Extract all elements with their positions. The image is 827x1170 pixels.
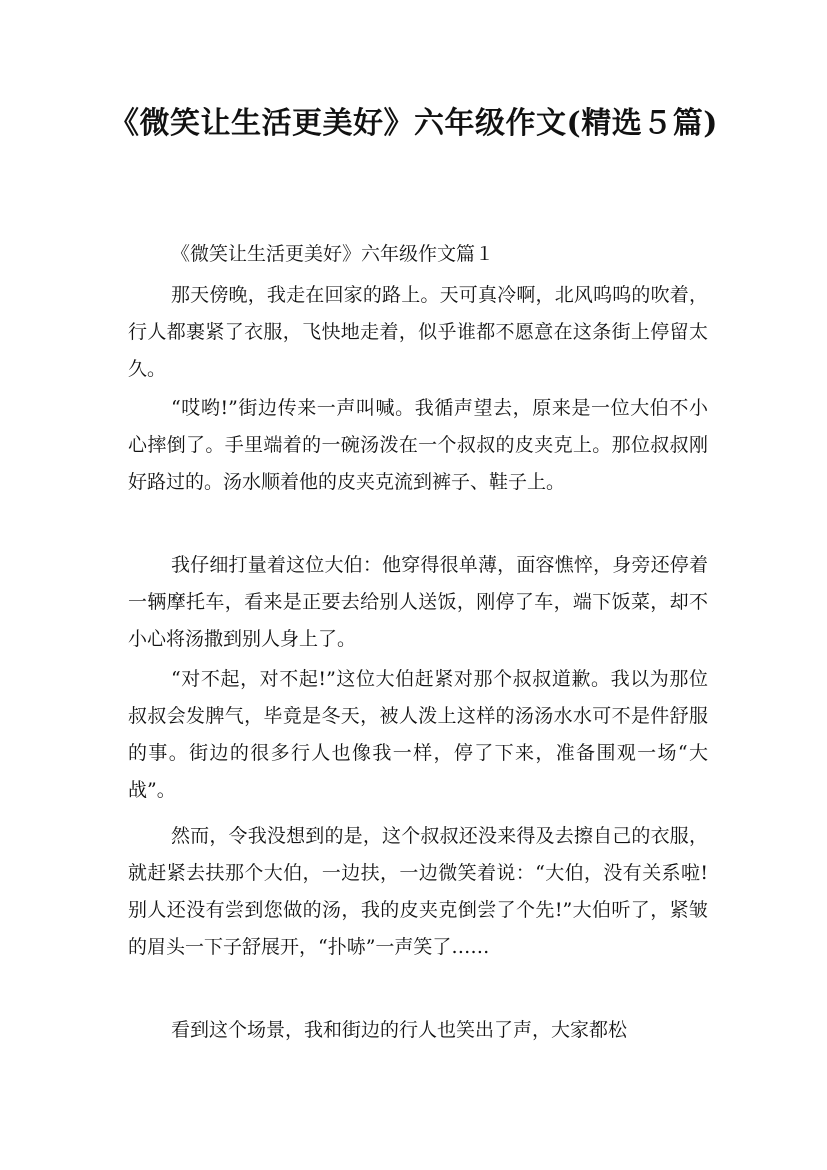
- paragraph-4: “对不起，对不起!”这位大伯赶紧对那个叔叔道歉。我以为那位叔叔会发脾气，毕竟是冬天，被人泼上这样的汤汤水水可不是件舒服的事。街边的很多行人也像我一样，停了下来，准备围观一场“大战”。: [128, 668, 708, 801]
- document-title: 《微笑让生活更美好》六年级作文(精选５篇): [109, 106, 718, 141]
- paragraph-2: “哎哟!”街边传来一声叫喊。我循声望去，原来是一位大伯不小心摔倒了。手里端着的一碗汤泼在一个叔叔的皮夹克上。那位叔叔刚好路过的。汤水顺着他的皮夹克流到裤子、鞋子上。: [128, 397, 708, 493]
- section-heading: 《微笑让生活更美好》六年级作文篇１: [171, 243, 495, 265]
- paragraph-6: 看到这个场景，我和街边的行人也笑出了声，大家都松: [171, 1019, 628, 1041]
- paragraph-3: 我仔细打量着这位大伯：他穿得很单薄，面容憔悴，身旁还停着一辆摩托车，看来是正要去给别人送饭，刚停了车，端下饭菜，却不小心将汤撒到别人身上了。: [128, 554, 708, 650]
- paragraph-5: 然而，令我没想到的是，这个叔叔还没来得及去擦自己的衣服，就赶紧去扶那个大伯，一边扶，一边微笑着说：“大伯，没有关系啦!别人还没有尝到您做的汤，我的皮夹克倒尝了个先!”大伯听了，紧皱的眉头一下子舒展开，“扑哧”一声笑了……: [128, 825, 708, 958]
- paragraph-1: 那天傍晚，我走在回家的路上。天可真冷啊，北风呜呜的吹着，行人都裹紧了衣服，飞快地走着，似乎谁都不愿意在这条街上停留太久。: [128, 284, 708, 380]
